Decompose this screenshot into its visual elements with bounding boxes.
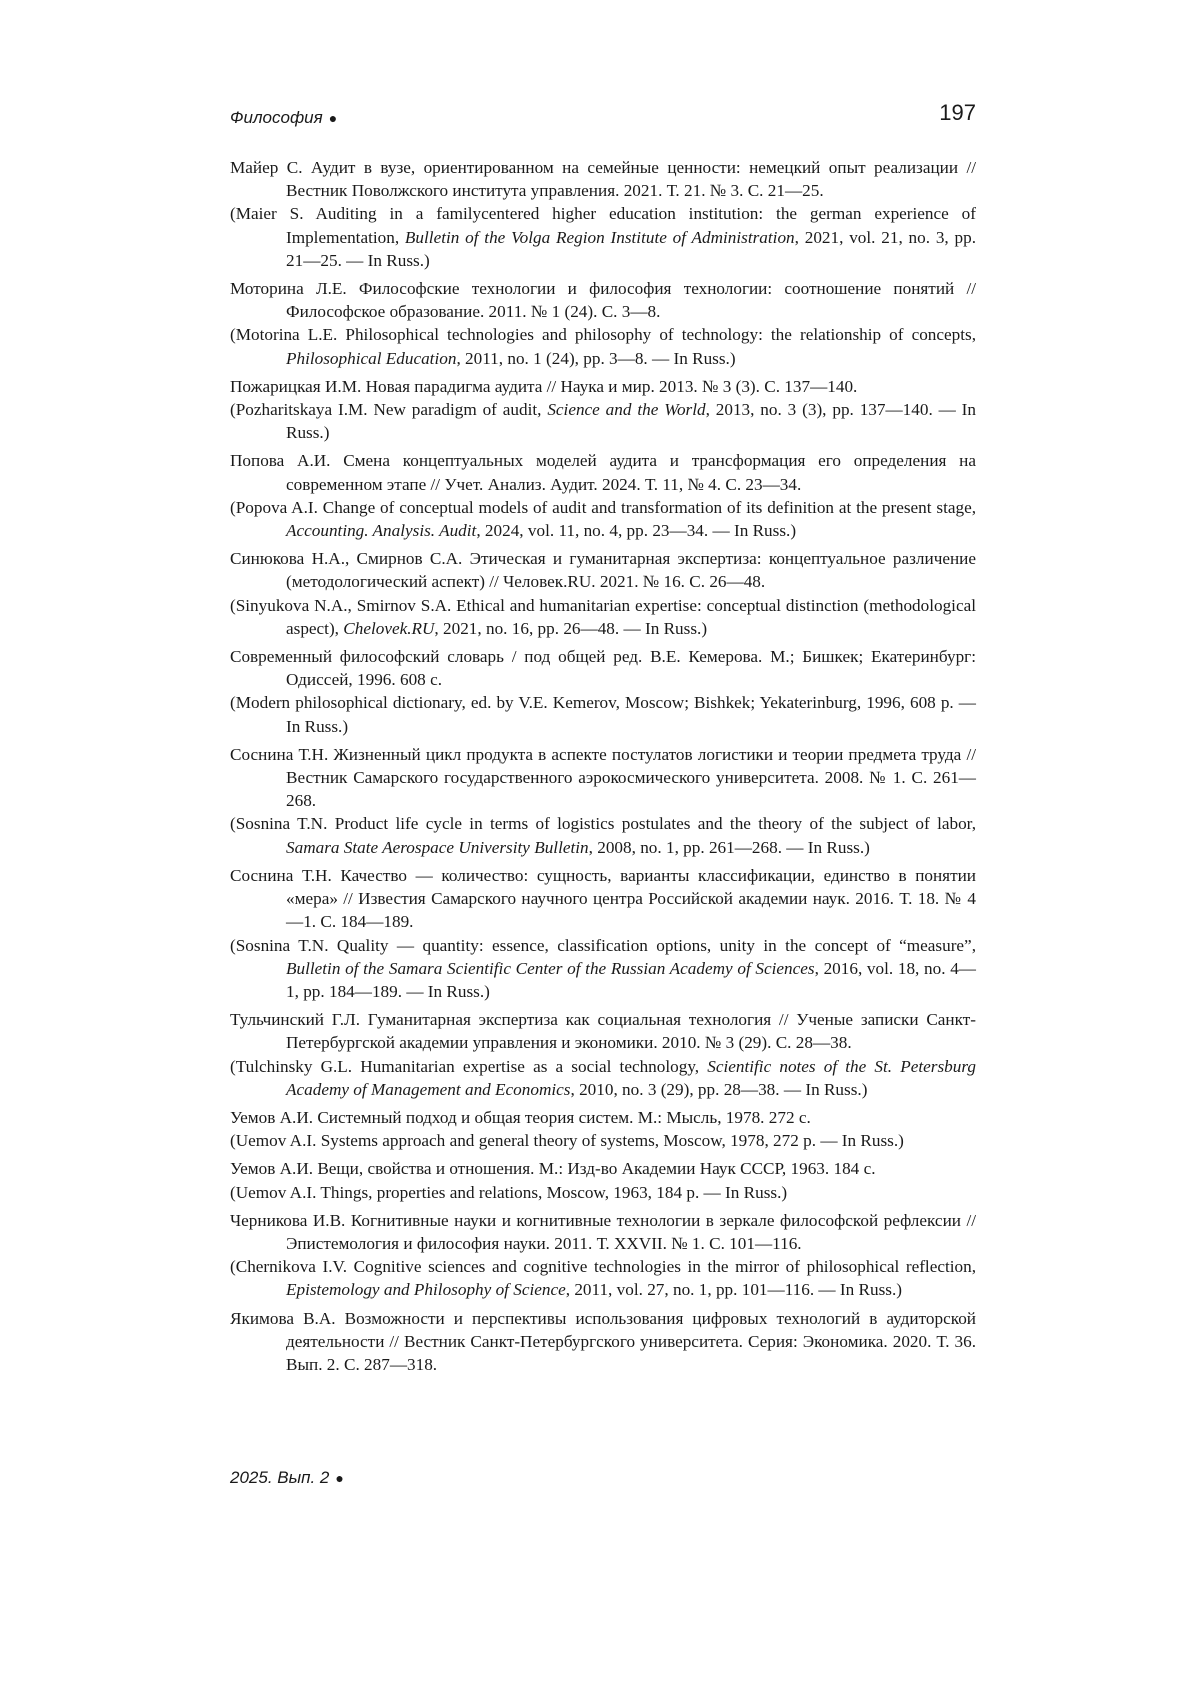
reference-entry [230, 1008, 976, 1101]
reference-en: (Modern philosophical dictionary, ed. by V.E. Kemerov, Moscow; Bishkek; Yekaterinburg, 1996, 608 p. — In Russ.) [230, 691, 976, 737]
page-number: 197 [939, 100, 976, 126]
reference-entry [230, 547, 976, 640]
reference-entry [230, 1307, 976, 1377]
reference-en: (Popova A.I. Change of conceptual models of audit and transformation of its definition at the present stage, Accounting. Analysis. Audit, 2024, vol. 11, no. 4, pp. 23—34. — In Russ.) [230, 496, 976, 542]
reference-en: (Pozharitskaya I.M. New paradigm of audit, Science and the World, 2013, no. 3 (3), pp. 137—140. — In Russ.) [230, 398, 976, 444]
reference-entry [230, 449, 976, 542]
reference-ru: Тульчинский Г.Л. Гуманитарная экспертиза как социальная технология // Ученые записки Санкт-Петербургской академии управления и экономики. 2010. № 3 (29). С. 28—38. [230, 1008, 976, 1054]
reference-en: (Motorina L.E. Philosophical technologies and philosophy of technology: the relationship of concepts, Philosophical Education, 2011, no. 1 (24), pp. 3—8. — In Russ.) [230, 323, 976, 369]
bullet-icon: ● [329, 110, 337, 126]
reference-en: (Uemov A.I. Things, properties and relations, Moscow, 1963, 184 p. — In Russ.) [230, 1181, 976, 1204]
reference-en: (Chernikova I.V. Cognitive sciences and cognitive technologies in the mirror of philosophical reflection, Epistemology and Philosophy of Science, 2011, vol. 27, no. 1, pp. 101—116. — In Russ.) [230, 1255, 976, 1301]
reference-ru: Пожарицкая И.М. Новая парадигма аудита // Наука и мир. 2013. № 3 (3). С. 137—140. [230, 375, 976, 398]
reference-ru: Уемов А.И. Вещи, свойства и отношения. М.: Изд-во Академии Наук СССР, 1963. 184 с. [230, 1157, 976, 1180]
reference-entry [230, 1157, 976, 1203]
page-header [230, 100, 976, 134]
reference-en: (Sinyukova N.A., Smirnov S.A. Ethical and humanitarian expertise: conceptual distinction (methodological aspect), Chelovek.RU, 2021, no. 16, pp. 26—48. — In Russ.) [230, 594, 976, 640]
reference-ru: Попова А.И. Смена концептуальных моделей аудита и трансформация его определения на современном этапе // Учет. Анализ. Аудит. 2024. Т. 11, № 4. С. 23—34. [230, 449, 976, 495]
reference-entry [230, 645, 976, 738]
reference-en: (Uemov A.I. Systems approach and general theory of systems, Moscow, 1978, 272 p. — In Russ.) [230, 1129, 976, 1152]
reference-ru: Соснина Т.Н. Качество — количество: сущность, варианты классификации, единство в понятии «мера» // Известия Самарского научного центра Российской академии наук. 2016. Т. 18. № 4—1. С. 184—189. [230, 864, 976, 934]
reference-entry [230, 375, 976, 445]
reference-ru: Черникова И.В. Когнитивные науки и когнитивные технологии в зеркале философской рефлексии // Эпистемология и философия науки. 2011. Т. XXVII. № 1. С. 101—116. [230, 1209, 976, 1255]
reference-en: (Sosnina T.N. Product life cycle in terms of logistics postulates and the theory of the subject of labor, Samara State Aerospace University Bulletin, 2008, no. 1, pp. 261—268. — In Russ.) [230, 812, 976, 858]
reference-entry [230, 1209, 976, 1302]
issue-label: 2025. Вып. 2 [230, 1468, 329, 1487]
reference-en: (Sosnina T.N. Quality — quantity: essence, classification options, unity in the concept of “measure”, Bulletin of the Samara Scientific Center of the Russian Academy of Sciences, 2016, vol. 18, no. 4—1, pp. 184—189. — In Russ.) [230, 934, 976, 1004]
reference-ru: Современный философский словарь / под общей ред. В.Е. Кемерова. М.; Бишкек; Екатеринбург: Одиссей, 1996. 608 с. [230, 645, 976, 691]
running-title: Философия ● [230, 108, 337, 128]
page-footer [230, 1468, 344, 1488]
reference-entry [230, 1106, 976, 1152]
reference-entry [230, 743, 976, 859]
reference-ru: Моторина Л.Е. Философские технологии и философия технологии: соотношение понятий // Философское образование. 2011. № 1 (24). С. 3—8. [230, 277, 976, 323]
reference-en: (Tulchinsky G.L. Humanitarian expertise as a social technology, Scientific notes of the St. Petersburg Academy of Management and Economics, 2010, no. 3 (29), pp. 28—38. — In Russ.) [230, 1055, 976, 1101]
reference-en: (Maier S. Auditing in a familycentered higher education institution: the german experience of Implementation, Bulletin of the Volga Region Institute of Administration, 2021, vol. 21, no. 3, pp. 21—25. — In Russ.) [230, 202, 976, 272]
reference-entry [230, 864, 976, 1003]
reference-ru: Синюкова Н.А., Смирнов С.А. Этическая и гуманитарная экспертиза: концептуальное различение (методологический аспект) // Человек.RU. 2021. № 16. С. 26—48. [230, 547, 976, 593]
reference-ru: Уемов А.И. Системный подход и общая теория систем. М.: Мысль, 1978. 272 с. [230, 1106, 976, 1129]
reference-list [230, 156, 976, 1381]
bullet-icon: ● [335, 1470, 343, 1486]
reference-ru: Соснина Т.Н. Жизненный цикл продукта в аспекте постулатов логистики и теории предмета труда // Вестник Самарского государственного аэрокосмического университета. 2008. № 1. С. 261—268. [230, 743, 976, 813]
reference-entry [230, 277, 976, 370]
reference-entry [230, 156, 976, 272]
reference-ru: Майер С. Аудит в вузе, ориентированном на семейные ценности: немецкий опыт реализации // Вестник Поволжского института управления. 2021. Т. 21. № 3. С. 21—25. [230, 156, 976, 202]
reference-ru: Якимова В.А. Возможности и перспективы использования цифровых технологий в аудиторской деятельности // Вестник Санкт-Петербургского университета. Серия: Экономика. 2020. Т. 36. Вып. 2. С. 287—318. [230, 1307, 976, 1377]
